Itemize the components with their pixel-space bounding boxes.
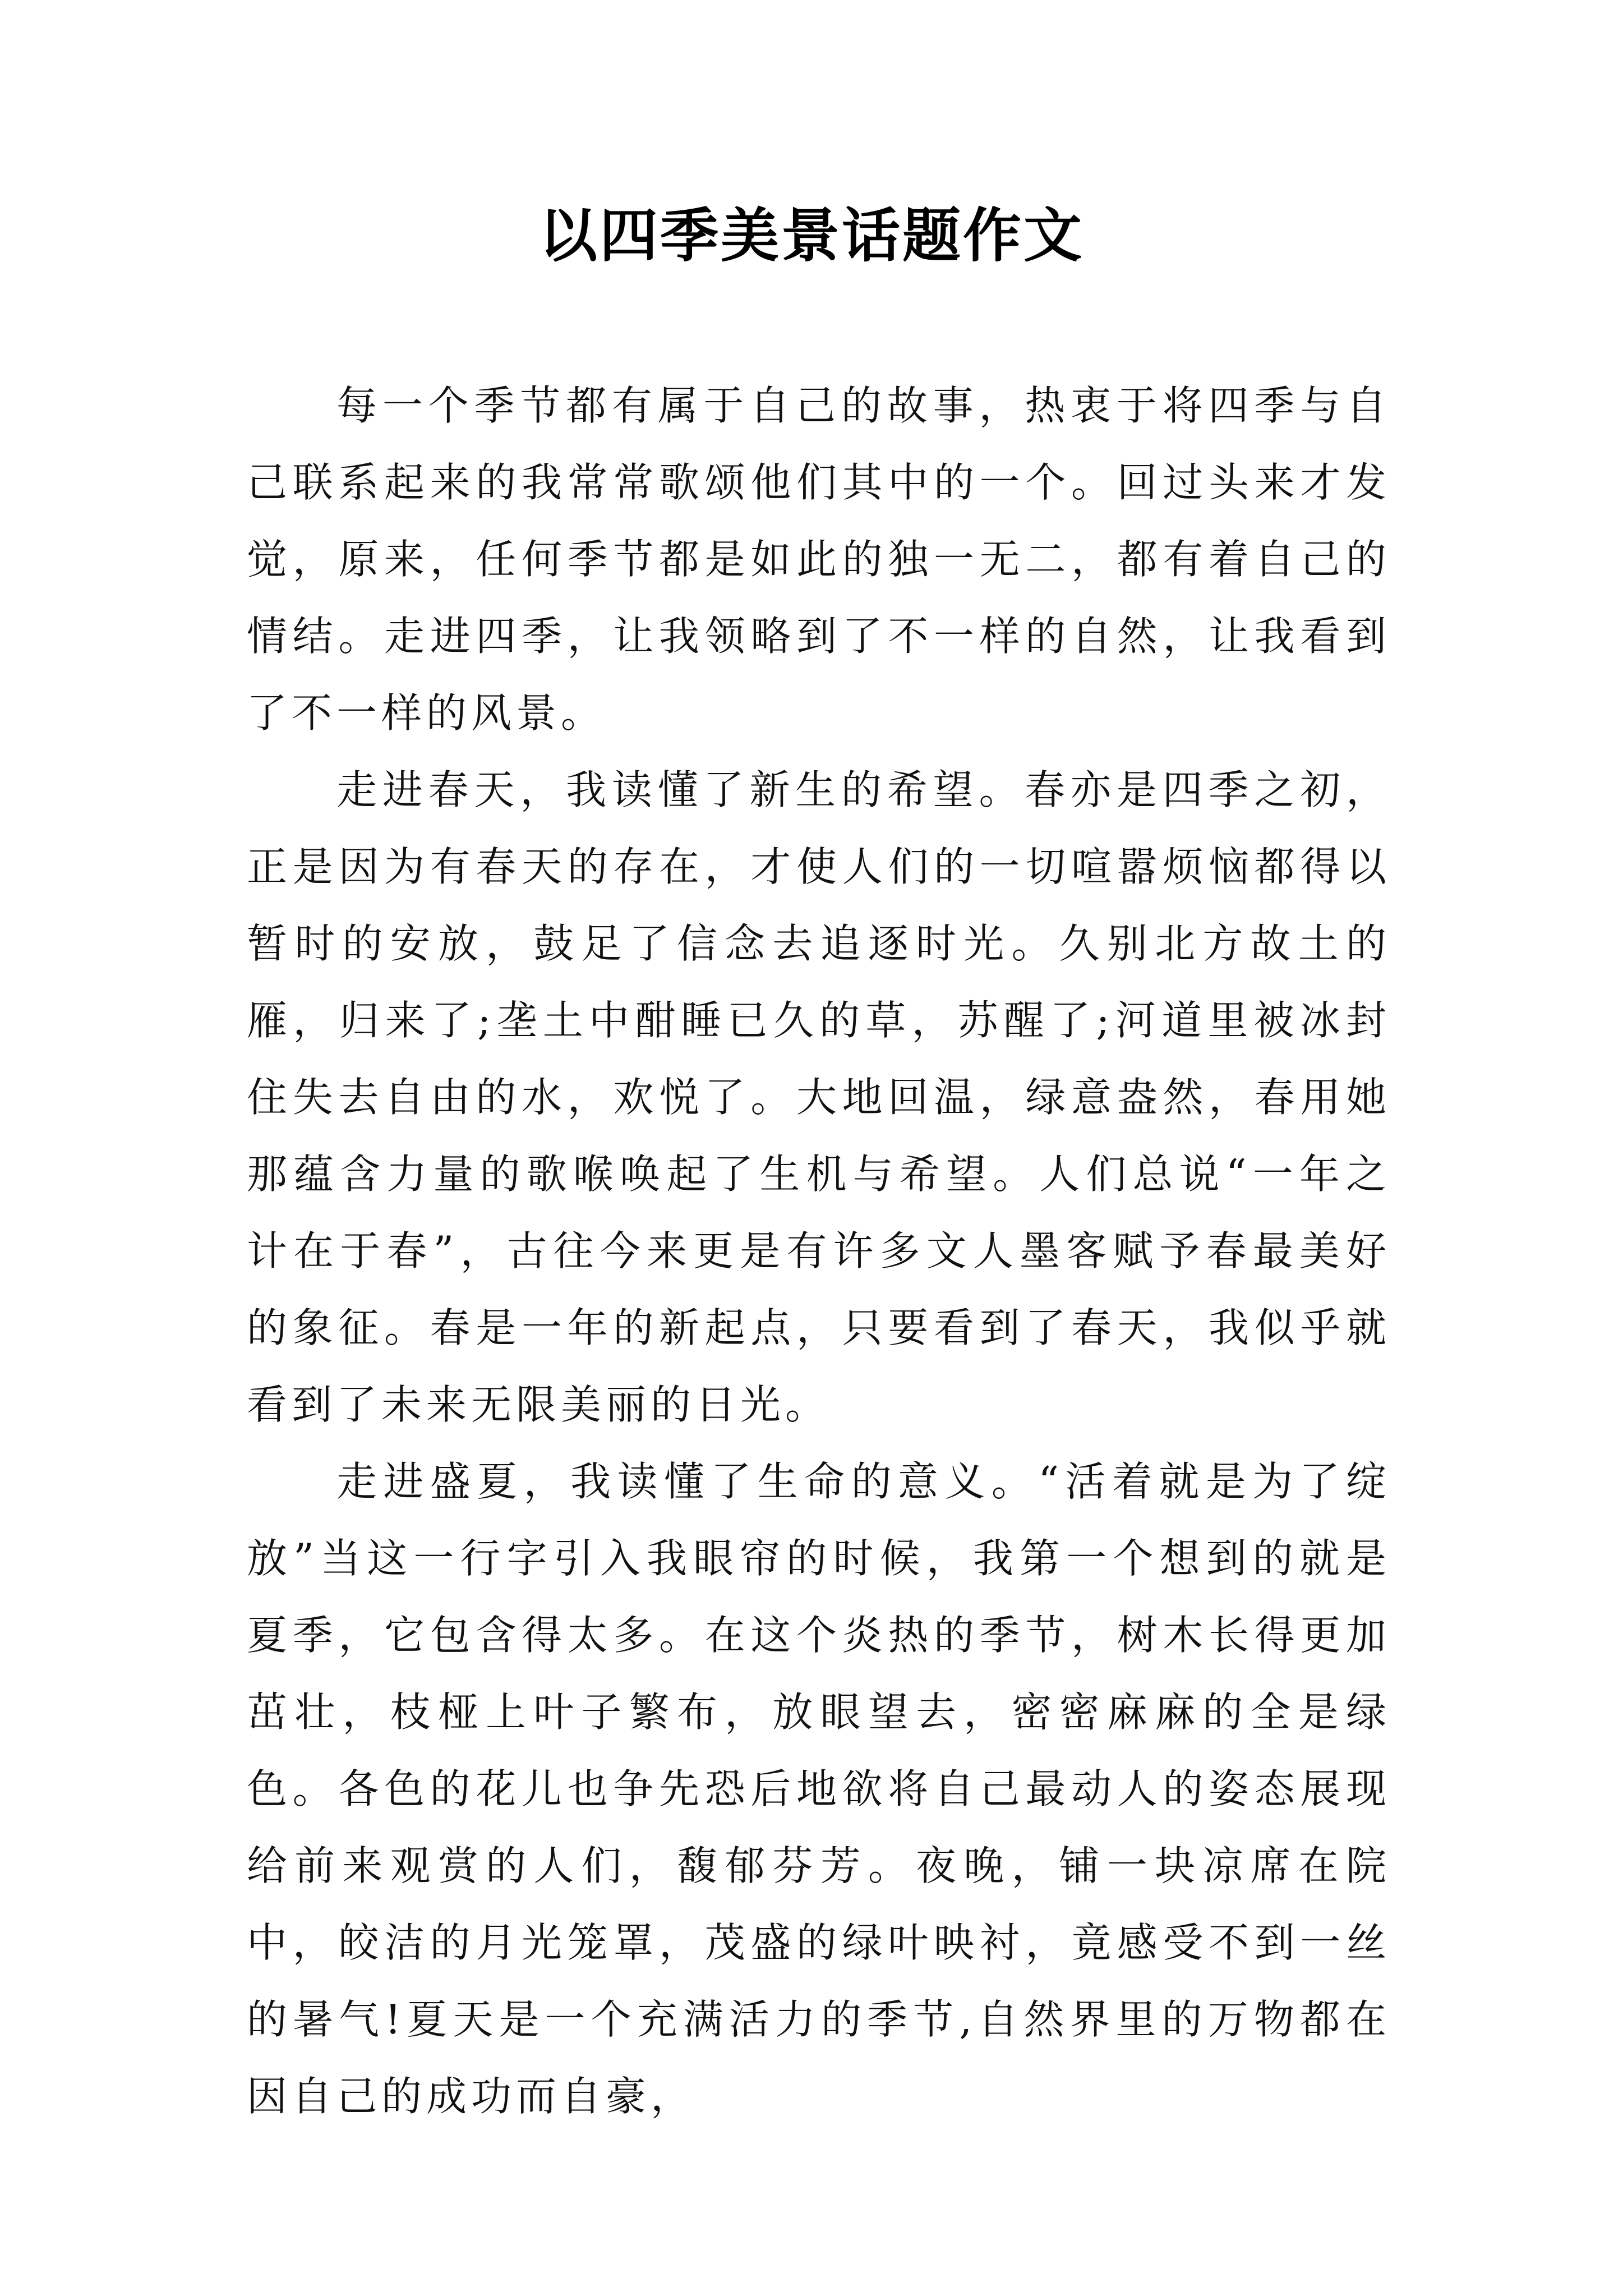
document-title: 以四季美景话题作文 (538, 201, 1084, 270)
paragraph-spring: 走进春天，我读懂了新生的希望。春亦是四季之初，正是因为有春天的存在，才使人们的一切喧嚣烦恼都得以暂时的安放，鼓足了信念去追逐时光。久别北方故土的雁，归来了;垄土中酣睡已久的草，苏醒了;河道里被冰封住失去自由的水，欢悦了。大地回温，绿意盎然，春用她那蕴含力量的歌喉唤起了生机与希望。人们总说“一年之计在于春”，古往今来更是有许多文人墨客赋予春最美好的象征。春是一年的新起点，只要看到了春天，我似乎就看到了未来无限美丽的日光。 (247, 766, 1391, 1428)
paragraph-summer: 走进盛夏，我读懂了生命的意义。“活着就是为了绽放”当这一行字引入我眼帘的时候，我第一个想到的就是夏季，它包含得太多。在这个炎热的季节，树木长得更加茁壮，枝桠上叶子繁布，放眼望去，密密麻麻的全是绿色。各色的花儿也争先恐后地欲将自己最动人的姿态展现给前来观赏的人们，馥郁芬芳。夜晚，铺一块凉席在院中，皎洁的月光笼罩，茂盛的绿叶映衬，竟感受不到一丝的暑气!夏天是一个充满活力的季节,自然界里的万物都在因自己的成功而自豪， (247, 1458, 1391, 2120)
paragraph-intro: 每一个季节都有属于自己的故事，热衷于将四季与自己联系起来的我常常歌颂他们其中的一个。回过头来才发觉，原来，任何季节都是如此的独一无二，都有着自己的情结。走进四季，让我领略到了不一样的自然，让我看到了不一样的风景。 (247, 382, 1391, 737)
document-body (247, 367, 1391, 2135)
